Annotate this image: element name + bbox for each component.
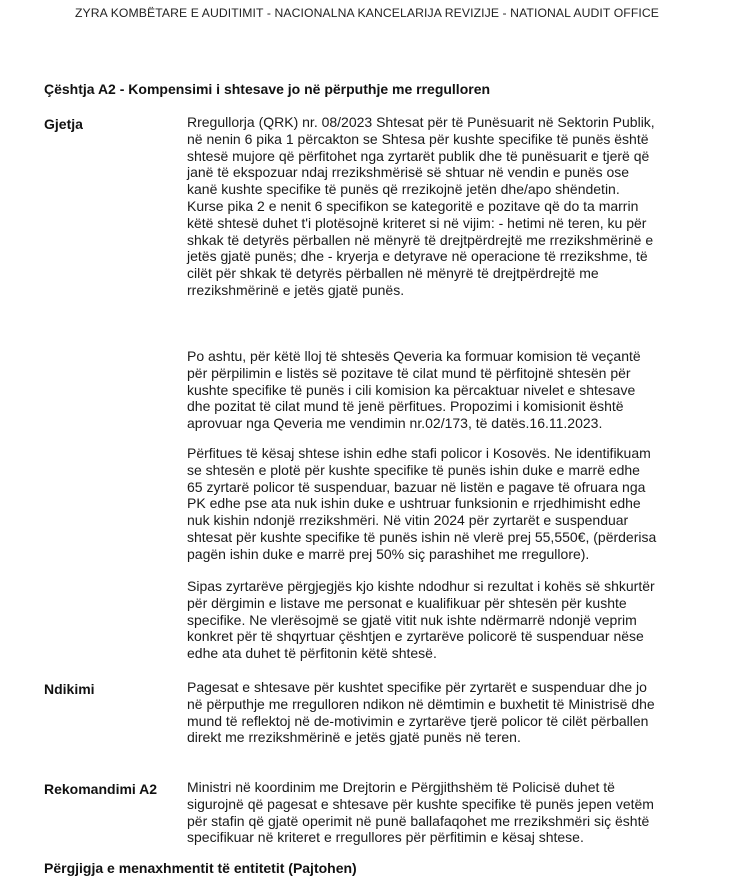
text-line: Sipas zyrtarëve përgjegjës kjo kishte ndodhur si rezultat i kohës së shkurtër	[187, 578, 655, 594]
text-line: specifikuar në kriteret e rregullores për përfitimin e kësaj shtese.	[187, 829, 584, 846]
text-line: PK edhe pse ata nuk ishin duke e ushtruar funksionin e rrjedhimisht edhe	[187, 495, 641, 512]
text-line: dhe pozitat të cilat mund të jenë përfitues. Propozimi i komisionit është	[187, 398, 624, 415]
text-line: aprovuar nga Qeveria me vendimin nr.02/173, të datës.16.11.2023.	[187, 415, 603, 432]
text-line: direkt me rrezikshmërinë e jetës gjatë punës në teren.	[187, 729, 521, 746]
text-line: për përpilimin e listës së pozitave të cilat mund të përfitojnë shtesën për	[187, 364, 631, 381]
text-line: Përfitues të kësaj shtese ishin edhe stafi policor i Kosovës. Ne identifikuam	[187, 445, 651, 461]
text-line: janë të ekspozuar ndaj rrezikshmërisë së shtuar në vendin e punës ose	[187, 164, 630, 181]
finding-label: Gjetja	[44, 116, 83, 132]
text-line: këtë shtesë duhet t'i plotësojnë kriteret si në vijim: - hetimi në teren, ku për	[187, 214, 647, 231]
text-line: jetës gjatë punës; dhe - kryerja e detyrave në operacione të rrezikshme, të	[187, 248, 648, 265]
text-line: mund të reflektoj në de-motivimin e zyrtarëve tjerë policor të cilët përballen	[187, 712, 649, 729]
text-line: shkak të detyrës përballen në mënyrë të drejtpërdrejtë me rrezikshmërinë e	[187, 231, 654, 248]
text-line: për stafin që gjatë operimit në punë ballafaqohet me rrezikshmëri siç është	[187, 812, 650, 829]
text-line: se shtesën e plotë për kushte specifike të punës ishin duke e marrë edhe	[187, 461, 640, 478]
recommendation-label: Rekomandimi A2	[44, 781, 158, 797]
text-line: pagën ishin duke e marrë prej 50% siç parashihet me rregullore).	[187, 545, 590, 562]
text-line: Po ashtu, për këtë lloj të shtesës Qeveria ka formuar komision të veçantë	[187, 348, 641, 364]
text-line: cilët për shkak të detyrës përballen në mënyrë të drejtpërdrejtë me	[187, 265, 599, 282]
text-line: në përputhje me rregulloren ndikon në dëmtimin e buxhetit të Ministrisë dhe	[187, 695, 655, 712]
text-line: kanë kushte specifike të punës që rrezikojnë jetën dhe/apo shëndetin.	[187, 181, 620, 198]
finding-paragraph-2	[187, 348, 687, 432]
text-line: për dërgimin e listave me personat e kualifikuar për shtesën për kushte	[187, 594, 627, 611]
text-line: në nenin 6 pika 1 përcakton se Shtesa për kushte specifike të punës është	[187, 130, 649, 147]
text-line: nuk kishin ndonjë rrezikshmëri. Në vitin 2024 për zyrtarët e suspenduar	[187, 512, 629, 529]
text-line: 65 zyrtarë policor të suspenduar, bazuar në listën e pagave të ofruara nga	[187, 478, 646, 495]
recommendation-paragraph	[187, 779, 687, 846]
finding-paragraph-3	[187, 445, 687, 563]
document-header: ZYRA KOMBËTARE E AUDITIMIT - NACIONALNA KANCELARIJA REVIZIJE - NATIONAL AUDIT OFFICE	[74, 6, 660, 20]
text-line: Kurse pika 2 e nenit 6 specifikon se kategoritë e pozitave që do ta marrin	[187, 197, 639, 214]
text-line: Ministri në koordinim me Drejtorin e Përgjithshëm të Policisë duhet të	[187, 779, 615, 795]
management-response-heading: Përgjigja e menaxhmentit të entitetit (Pajtohen)	[44, 860, 357, 876]
text-line: Pagesat e shtesave për kushtet specifike për zyrtarët e suspenduar dhe jo	[187, 679, 647, 695]
impact-paragraph	[187, 679, 687, 746]
text-line: edhe ata duhet të përfitonin këtë shtesë.	[187, 645, 437, 662]
text-line: kushte specifike të punës i cili komision ka përcaktuar nivelet e shtesave	[187, 381, 636, 398]
text-line: shtesë mujore që përfitohet nga zyrtarët publik dhe të punësuarit e tjerë që	[187, 147, 650, 164]
finding-paragraph-1	[187, 114, 687, 299]
finding-paragraph-4	[187, 578, 687, 662]
text-line: shtesat për kushte specifike të punës ishin në vlerë prej 55,550€, (përderisa	[187, 528, 657, 545]
text-line: Rregullorja (QRK) nr. 08/2023 Shtesat për të Punësuarit në Sektorin Publik,	[187, 114, 655, 130]
impact-label: Ndikimi	[44, 681, 95, 697]
text-line: rrezikshmërinë e jetës gjatë punës.	[187, 281, 405, 298]
text-line: konkret për të shqyrtuar çështjen e zyrtarëve policorë të suspenduar nëse	[187, 628, 644, 645]
text-line: specifike. Ne vlerësojmë se gjatë vitit nuk ishte ndërmarrë ndonjë veprim	[187, 611, 637, 628]
section-title: Çështja A2 - Kompensimi i shtesave jo në përputhje me rregulloren	[44, 81, 491, 97]
text-line: sigurojnë që pagesat e shtesave për kushte specifike të punës jepen vetëm	[187, 795, 654, 812]
